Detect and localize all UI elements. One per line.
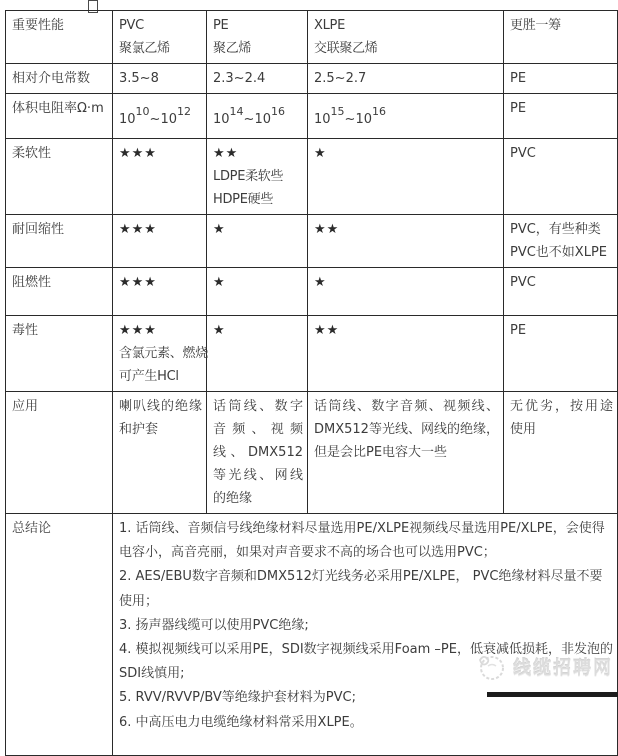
summary-item-1: 1. 话筒线、音频信号线绝缘材料尽量选用PE/XLPE视频线尽量选用PE/XLPE，会使得电容小，高音亮丽，如果对声音要求不高的场合也可以选用PVC；	[119, 521, 605, 561]
summary-item-2: 2. AES/EBU数字音频和DMX512灯光线务必采用PE/XLPE， PVC绝缘材料尽量不要使用；	[119, 569, 603, 609]
header-xlpe	[308, 11, 504, 64]
watermark-logo-icon	[476, 652, 506, 682]
header-xlpe-name: 交联聚乙烯	[314, 41, 378, 56]
cell-resistivity-xlpe	[308, 94, 504, 139]
row-label-flame: 阻燃性	[6, 268, 113, 316]
cell-flame-pvc: ★★★	[113, 268, 207, 316]
cell-summary	[113, 514, 618, 756]
cell-resistivity-pvc	[113, 94, 207, 139]
resistivity-value: $10^{14}\sim 10^{16}$	[213, 105, 285, 127]
cell-flame-pe: ★	[207, 268, 308, 316]
row-dielectric	[6, 64, 618, 94]
cell-application-pvc: 喇叭线的绝缘和护套	[113, 392, 207, 514]
cell-shrink-pvc: ★★★	[113, 215, 207, 268]
row-label-dielectric: 相对介电常数	[6, 64, 113, 94]
row-flame	[6, 268, 618, 316]
header-pvc-name: 聚氯乙烯	[119, 41, 170, 56]
insulation-comparison-table	[5, 10, 618, 756]
softness-pe-note-hdpe: HDPE硬些	[213, 192, 274, 207]
header-xlpe-abbr: XLPE	[314, 18, 346, 33]
header-pvc-abbr: PVC	[119, 18, 144, 33]
cell-softness-pvc: ★★★	[113, 139, 207, 215]
header-pe	[207, 11, 308, 64]
row-shrink	[6, 215, 618, 268]
cell-flame-winner: PVC	[504, 268, 618, 316]
header-pe-abbr: PE	[213, 18, 229, 33]
cell-application-xlpe: 话筒线、数字音频、视频线、DMX512等光线、网线的绝缘，但是会比PE电容大一些	[308, 392, 504, 514]
cell-resistivity-pe	[207, 94, 308, 139]
resistivity-value: $10^{10}\sim 10^{12}$	[119, 105, 191, 127]
cell-dielectric-winner: PE	[504, 64, 618, 94]
row-summary	[6, 514, 618, 756]
header-winner	[504, 11, 618, 64]
header-pvc	[113, 11, 207, 64]
summary-item-5: 5. RVV/RVVP/BV等绝缘护套材料为PVC;	[119, 690, 356, 706]
summary-item-6: 6. 中高压电力电缆绝缘材料常采用XLPE。	[119, 714, 363, 730]
toxicity-pvc-note-2: 可产生HCl	[119, 369, 179, 384]
cell-toxicity-pe: ★	[207, 316, 308, 392]
cell-dielectric-pvc: 3.5~8	[113, 64, 207, 94]
row-label-shrink: 耐回缩性	[6, 215, 113, 268]
toxicity-pvc-note-1: 含氯元素、燃烧	[119, 346, 208, 361]
toxicity-pvc-stars: ★★★	[119, 323, 157, 338]
cell-application-pe: 话筒线、数字音频、视频线、DMX512等光线、网线的绝缘	[207, 392, 308, 514]
row-toxicity	[6, 316, 618, 392]
softness-pe-stars: ★★	[213, 146, 239, 161]
cell-toxicity-xlpe: ★★	[308, 316, 504, 392]
cell-toxicity-pvc	[113, 316, 207, 392]
cell-dielectric-xlpe: 2.5~2.7	[308, 64, 504, 94]
header-pe-name: 聚乙烯	[213, 41, 252, 56]
cell-softness-winner: PVC	[504, 139, 618, 215]
row-label-application: 应用	[6, 392, 113, 514]
cell-shrink-pe: ★	[207, 215, 308, 268]
summary-item-3: 3. 扬声器线缆可以使用PVC绝缘;	[119, 617, 309, 633]
row-label-resistivity: 体积电阻率Ω·m	[6, 94, 113, 139]
summary-item-4: 4. 模拟视频线可以采用PE，SDI数字视频线采用Foam –PE，低衰减低损耗，非发泡的SDI线慎用;	[119, 642, 613, 682]
cell-flame-xlpe: ★	[308, 268, 504, 316]
row-label-summary: 总结论	[6, 514, 113, 756]
row-resistivity	[6, 94, 618, 139]
row-softness	[6, 139, 618, 215]
watermark-text: 线缆招聘网	[513, 658, 613, 679]
cell-shrink-xlpe: ★★	[308, 215, 504, 268]
cell-toxicity-winner: PE	[504, 316, 618, 392]
cell-resistivity-winner: PE	[504, 94, 618, 139]
watermark	[476, 652, 613, 682]
bottom-divider	[487, 692, 618, 697]
cell-softness-pe	[207, 139, 308, 215]
header-label: 重要性能	[6, 11, 113, 64]
cell-softness-xlpe: ★	[308, 139, 504, 215]
row-label-softness: 柔软性	[6, 139, 113, 215]
resistivity-value: $10^{15}\sim 10^{16}$	[314, 105, 386, 127]
row-application	[6, 392, 618, 514]
row-label-toxicity: 毒性	[6, 316, 113, 392]
header-row	[6, 11, 618, 64]
softness-pe-note-ldpe: LDPE柔软些	[213, 169, 284, 184]
header-winner-label: 更胜一筹	[510, 18, 561, 33]
cell-application-winner: 无优劣，按用途使用	[504, 392, 618, 514]
cell-shrink-winner: PVC，有些种类PVC也不如XLPE	[504, 215, 618, 268]
cell-dielectric-pe: 2.3~2.4	[207, 64, 308, 94]
